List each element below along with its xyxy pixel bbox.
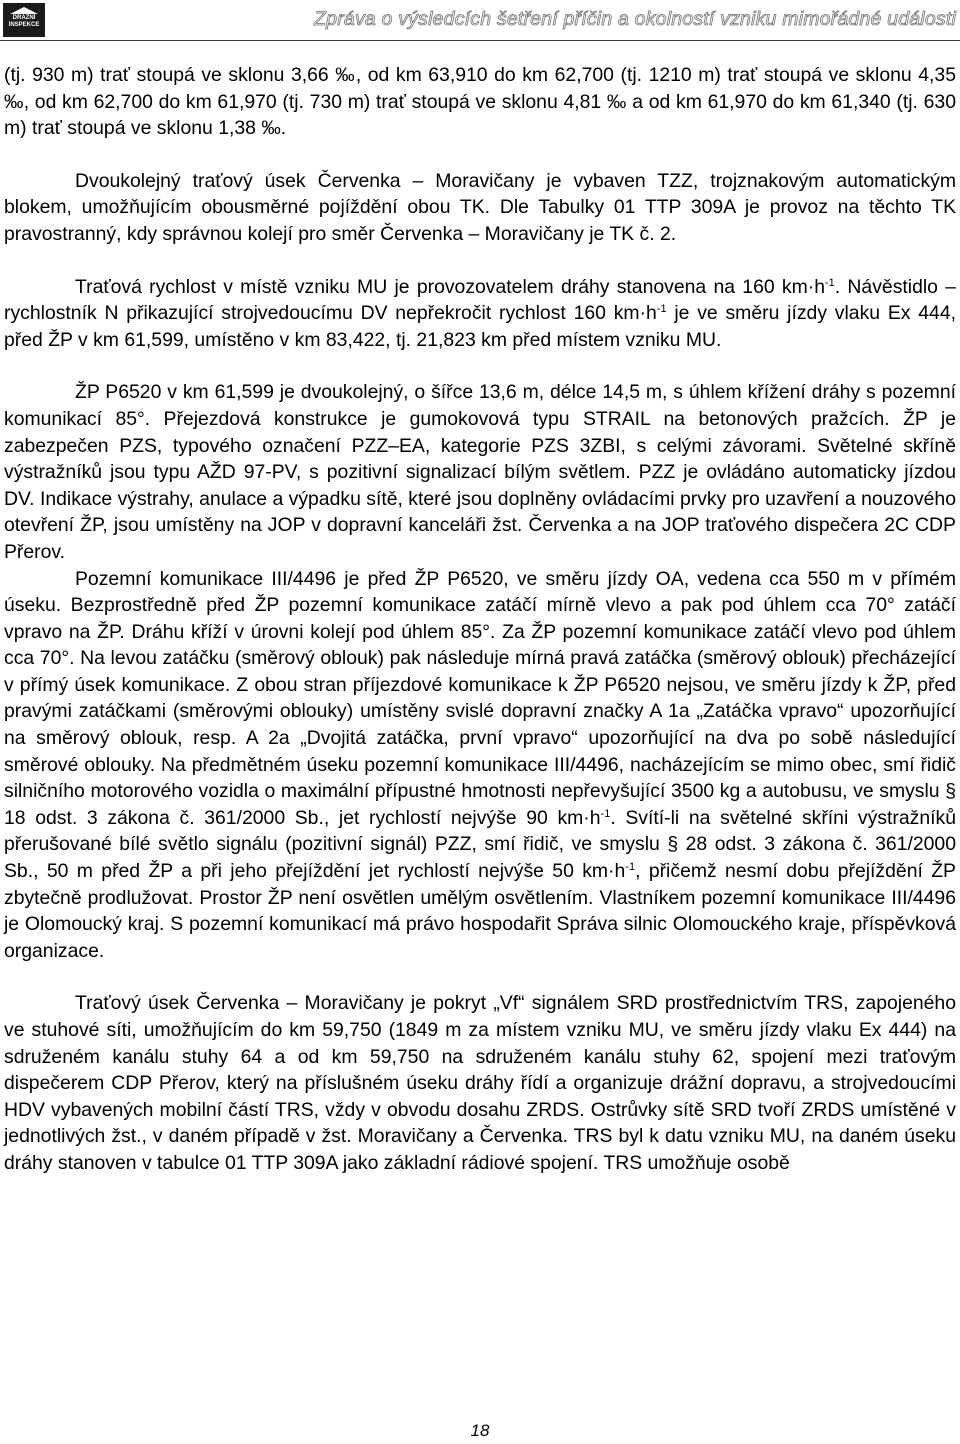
paragraph-gradient-text: (tj. 930 m) trať stoupá ve sklonu 3,66 ‰, od km 63,910 do km 62,700 (tj. 1210 m) trať stoupá ve sklonu 4,35 ‰, od km 62,700 do km 61,970 (tj. 730 m) trať stoupá ve sklonu 4,81 ‰ a od km 61,970 do km 61,340 (tj. 630 m) trať stoupá ve sklonu 1,38 ‰. [4,64,956,140]
unit-exponent: -1 [825,276,835,289]
paragraph-gradient [4,62,956,142]
road-text-2: . Svítí-li na světelné skříni výstražníků přerušované bílé světlo signálu (pozitivní signál) PZZ, smí řidič, ve smyslu § 28 odst. 3 zákona č. 361/2000 Sb., 50 m před ŽP a při jeho přejíždění jet rychlostí nejvýše 50 km·h [4,806,956,883]
page-number: 18 [470,1421,490,1440]
paragraph-road [4,566,956,965]
line-speed-text-2: . Návěstidlo – rychlostník N přikazující strojvedoucímu DV nepřekročit rychlost 160 km·h [4,275,957,325]
paragraph-line-speed [4,274,956,354]
road-text-3: , přičemž nesmí dobu přejíždění ŽP zbytečně prodlužovat. Prostor ŽP není osvětlen umělým osvětlením. Vlastníkem pozemní komunikace III/4496 je Olomoucký kraj. S pozemní komunikací má právo hospodařit Správa silnic Olomouckého kraje, příspěvková organizace. [4,860,956,962]
road-text-1: Pozemní komunikace III/4496 je před ŽP P6520, ve směru jízdy OA, vedena cca 550 m v přímém úseku. Bezprostředně před ŽP pozemní komunikace zatáčí mírně vlevo a pak pod úhlem cca 70° zatáčí vpravo na ŽP. Dráhu kříží v úrovni kolejí pod úhlem 85°. Za ŽP pozemní komunikace zatáčí vlevo pod úhlem cca 70°. Na levou zatáčku (směrový oblouk) pak následuje mírná pravá zatáčka (směrový oblouk) přecházející v přímý úsek komunikace. Z obou stran příjezdové komunikace k ŽP P6520 nejsou, ve směru jízdy k ŽP, před pravými zatáčkami (směrovými oblouky) umístěny svislé dopravní značky A 1a „Zatáčka vpravo“ upozorňující na směrový oblouk, resp. A 2a „Dvojitá zatáčka, první vpravo“ upozorňující na dva po sobě následující směrové oblouky. Na předmětném úseku pozemní komunikace III/4496, nacházejícím se mimo obec, smí řidič silničního motorového vozidla o maximální přípustné hmotnosti nepřevyšující 3500 kg a autobusu, ve smyslu § 18 odst. 3 zákona č. 361/2000 Sb., jet rychlostí nejvýše 90 km·h [4,567,956,829]
unit-exponent: -1 [600,807,611,820]
unit-exponent: -1 [625,861,636,874]
paragraph-level-crossing-text: ŽP P6520 v km 61,599 je dvoukolejný, o šířce 13,6 m, délce 14,5 m, s úhlem křížení dráhy s pozemní komunikací 85°. Přejezdová konstrukce je gumokovová typu STRAIL na betonových pražcích. ŽP je zabezpečen PZS, typového označení PZZ–EA, kategorie PZS 3ZBI, s celými závorami. Světelné skříně výstražníků jsou typu AŽD 97-PV, s pozitivní signalizací bílým světlem. PZZ je ovládáno automaticky jízdou DV. Indikace výstrahy, anulace a výpadku sítě, které jsou doplněny ovládacími prvky pro uzavření a nouzového otevření ŽP, jsou umístěny na JOP v dopravní kanceláři žst. Červenka a na JOP traťového dispečera 2C CDP Přerov. [4,381,956,563]
drazni-inspekce-logo [3,3,45,37]
paragraph-level-crossing [4,379,956,565]
paragraph-track-section [4,168,956,248]
logo-line-1: DRÁŽNÍ [12,15,36,21]
unit-exponent: -1 [656,303,667,316]
report-body [4,62,956,1177]
report-title: Zpráva o výsledcích šetření příčin a okolností vzniku mimořádné události [314,8,956,30]
paragraph-track-section-text: Dvoukolejný traťový úsek Červenka – Moravičany je vybaven TZZ, trojznakovým automatickým blokem, umožňujícím obousměrné pojíždění obou TK. Dle Tabulky 01 TTP 309A je provoz na těchto TK pravostranný, kdy správnou kolejí pro směr Červenka – Moravičany je TK č. 2. [4,169,956,245]
page-header [0,0,960,46]
line-speed-text-1: Traťová rychlost v místě vzniku MU je provozovatelem dráhy stanovena na 160 km·h [75,275,825,298]
paragraph-radio [4,990,956,1176]
paragraph-radio-text: Traťový úsek Červenka – Moravičany je pokryt „Vf“ signálem SRD prostřednictvím TRS, zapojeného ve stuhové síti, umožňujícím do km 59,750 (1849 m za místem vzniku MU, ve směru jízdy vlaku Ex 444) na sdruženém kanálu stuhy 64 a od km 59,750 na sdruženém kanálu stuhy 62, spojení mezi traťovým dispečerem CDP Přerov, který na příslušném úseku dráhy řídí a organizuje drážní dopravu, a strojvedoucími HDV vybavených mobilní částí TRS, vždy v obvodu dosahu ZRDS. Ostrůvky sítě SRD tvoří ZRDS umístěné v jednotlivých žst., v daném případě v žst. Moravičany a Červenka. TRS byl k datu vzniku MU, na daném úseku dráhy stanoven v tabulce 01 TTP 309A jako základní rádiové spojení. TRS umožňuje osobě [4,992,956,1174]
line-speed-text-3: je ve směru jízdy vlaku Ex 444, před ŽP v km 61,599, umístěno v km 83,422, tj. 21,823 km před místem vzniku MU. [4,302,956,351]
header-divider [0,40,960,41]
logo-mark-icon [9,6,39,15]
logo-line-2: INSPEKCE [8,22,40,28]
